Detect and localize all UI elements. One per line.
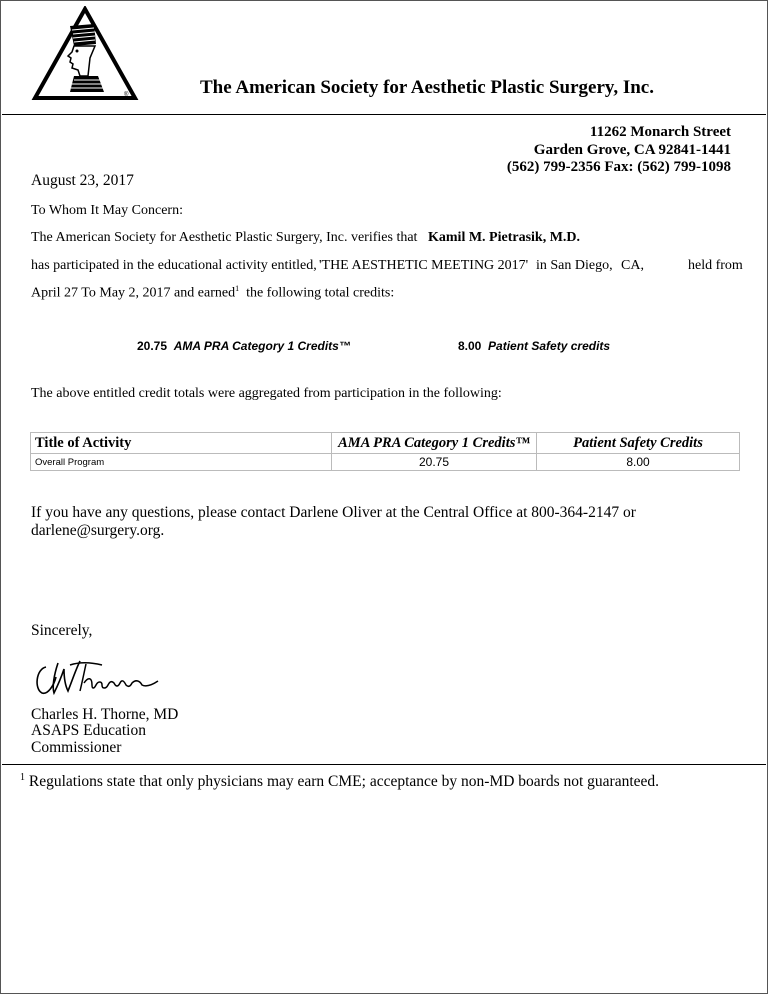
address-city: Garden Grove, CA 92841-1441: [533, 141, 731, 158]
ama-credit-summary: [137, 339, 351, 353]
meeting-location: in San Diego,: [536, 258, 613, 273]
footnote: [20, 772, 659, 791]
org-name: The American Society for Aesthetic Plastic Surgery, Inc.: [200, 77, 654, 98]
header-divider: [2, 114, 766, 115]
activity-table: [30, 432, 740, 471]
dates-text: April 27 To May 2, 2017: [31, 285, 171, 301]
salutation: To Whom It May Concern:: [31, 203, 183, 218]
footnote-ref: 1: [235, 284, 240, 293]
asaps-logo-icon: [30, 6, 140, 106]
row-patient-safety: 8.00: [537, 454, 740, 471]
address-phone: (562) 799-2356 Fax: (562) 799-1098: [506, 159, 731, 175]
held-from-text: held from: [688, 258, 743, 273]
patient-safety-label: Patient Safety credits: [488, 339, 611, 353]
closing: Sincerely,: [31, 622, 93, 639]
row-ama-credits: 20.75: [332, 454, 537, 471]
header-patient-safety: Patient Safety Credits: [537, 433, 740, 454]
header-title-of-activity: Title of Activity: [31, 433, 332, 454]
patient-safety-value: 8.00: [458, 339, 482, 353]
ama-credit-value: 20.75: [137, 339, 168, 353]
meeting-state: CA,: [621, 258, 644, 273]
logo-registered-mark: ®: [124, 92, 129, 98]
footnote-text: Regulations state that only physicians may earn CME; acceptance by non-MD boards not guaranteed.: [28, 773, 660, 790]
patient-safety-summary: [458, 339, 610, 353]
letter-date: August 23, 2017: [31, 172, 134, 189]
org-address: [507, 124, 731, 177]
row-activity-title: Overall Program: [31, 454, 332, 471]
ama-credit-label: AMA PRA Category 1 Credits™: [173, 339, 351, 353]
questions-line-1: If you have any questions, please contact Darlene Oliver at the Central Office at 800-364-2147 or: [31, 504, 636, 521]
questions-email: darlene@surgery.org.: [31, 522, 165, 539]
footnote-number: 1: [20, 772, 25, 783]
activity-text: has participated in the educational activity entitled,: [31, 258, 317, 273]
signature-image: [32, 655, 162, 700]
address-street: 11262 Monarch Street: [589, 124, 731, 140]
table-row: [31, 454, 740, 471]
meeting-dates: [31, 284, 394, 302]
recipient-name: Kamil M. Pietrasik, M.D.: [428, 230, 581, 245]
signer-name: Charles H. Thorne, MD: [31, 706, 179, 723]
meeting-title: 'THE AESTHETIC MEETING 2017': [319, 258, 529, 273]
aggregate-text: The above entitled credit totals were aggregated from participation in the following:: [31, 386, 502, 401]
earned-tail-text: the following total credits:: [246, 285, 395, 301]
table-header-row: [31, 433, 740, 454]
signer-org: ASAPS Education: [31, 722, 146, 739]
earned-text: and earned: [174, 285, 236, 301]
signer-title: Commissioner: [31, 739, 122, 756]
footnote-divider: [2, 764, 766, 765]
verify-text: The American Society for Aesthetic Plastic Surgery, Inc. verifies that: [31, 230, 418, 245]
header-ama-credits: AMA PRA Category 1 Credits™: [332, 433, 537, 454]
